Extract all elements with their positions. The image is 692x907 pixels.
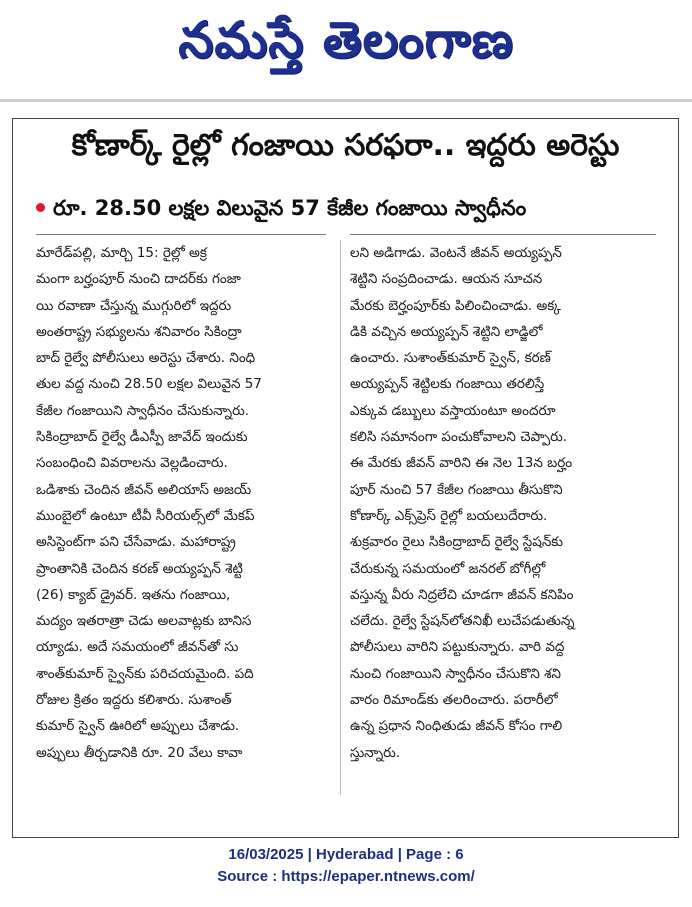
body-line: బాద్ రైల్వే పోలీసులు అరెస్టు చేశారు. నింధి bbox=[36, 350, 256, 367]
subheadline-text: రూ. 28.50 లక్షల విలువైన 57 కేజీల గంజాయి స్వాధీనం bbox=[53, 196, 527, 220]
article-headline: కోణార్క్ రైల్లో గంజాయి సరఫరా.. ఇద్దరు అరెస్టు bbox=[71, 128, 620, 163]
body-line: స్తున్నారు. bbox=[350, 744, 401, 761]
right-column-top-rule bbox=[350, 234, 656, 235]
masthead-divider bbox=[0, 99, 692, 102]
footer-source-link[interactable]: Source : https://epaper.ntnews.com/ bbox=[217, 868, 475, 885]
body-line: చలేదు. రైల్వే స్టేషన్‌లోతనిఖీ లుచేపడుతున్న bbox=[350, 613, 575, 630]
body-line: కోణార్క్ ఎక్స్‌ప్రెస్ రైల్లో బయలుదేరారు. bbox=[350, 507, 548, 524]
body-line: అప్పులు తీర్చడానికి రూ. 20 వేలు కావా bbox=[36, 744, 243, 761]
body-line: నుంచి గంజాయిని స్వాధీనం చేసుకొని శని bbox=[350, 665, 561, 682]
body-line: యి రవాణా చేస్తున్న ముగ్గురిలో ఇద్దరు bbox=[36, 297, 232, 314]
article-subheadline bbox=[36, 192, 666, 224]
body-line: లని అడిగాడు. వెంటనే జీవన్ అయ్యప్పన్ bbox=[350, 245, 562, 261]
footer-date-line: 16/03/2025 | Hyderabad | Page : 6 bbox=[228, 846, 464, 863]
body-line: మేరకు బెర్హంపూర్‌కు పిలించించాడు. అక్క bbox=[350, 297, 561, 314]
body-line: ఎక్కువ డబ్బులు వస్తాయంటూ అందరూ bbox=[350, 402, 556, 419]
body-line: చేరుకున్న సమయంలో జనరల్ బోగీల్లో bbox=[350, 560, 546, 577]
body-line: పోలీసులు వారిని పట్టుకున్నారు. వారి వద్ద bbox=[350, 639, 565, 656]
body-line: కలిసి సమానంగా పంచుకోవాలని చెప్పారు. bbox=[350, 429, 568, 446]
body-line: కేజీల గంజాయిని స్వాధీనం చేసుకున్నారు. bbox=[36, 402, 250, 419]
body-line: వస్తున్న వీరు నిద్రలేచి చూడగా జీవన్ కనిపిం bbox=[350, 586, 574, 603]
body-line: శాంత్‌కుమార్ స్వైన్‌కు పరిచయమైంది. పది bbox=[36, 665, 254, 682]
body-line: మద్యం ఇతరాత్రా చెడు అలవాట్లకు బానిస bbox=[36, 613, 252, 630]
body-line: ఉన్న ప్రధాన నింధితుడు జీవన్ కోసం గాలి bbox=[350, 718, 563, 735]
article-left-column bbox=[36, 240, 336, 766]
body-line: ముంబైలో ఉంటూ టీవీ సీరియల్స్‌లో మేకప్ bbox=[36, 507, 255, 524]
body-line: (26) క్యాబ్ డ్రైవర్. ఇతను గంజాయి, bbox=[36, 586, 231, 603]
body-line: ఉంచారు. సుశాంత్‌కుమార్ స్వైన్, కరణ్ bbox=[350, 350, 551, 367]
body-line: కుమార్ స్వైన్ ఊరిలో అప్పులు చేశాడు. bbox=[36, 718, 240, 735]
body-line: య్యాడు. అదే సమయంలో జీవన్‌తో సు bbox=[36, 639, 239, 656]
column-divider bbox=[340, 240, 341, 795]
body-line: డికి వచ్చిన అయ్యప్పన్ శెట్టిని లాడ్జిలో bbox=[350, 323, 543, 340]
body-line: సికింద్రాబాద్ రైల్వే డీఎస్పీ జావేద్ ఇందుకు bbox=[36, 429, 248, 446]
body-line: వారం రిమాండ్‌కు తలరించారు. పరారీలో bbox=[350, 692, 558, 709]
article-right-column bbox=[350, 240, 650, 766]
body-line: మంగా బర్హంపూర్ నుంచి దాదర్‌కు గంజా bbox=[36, 271, 241, 288]
body-line: ఒడిశాకు చెందిన జీవన్ అలియాస్ అజయ్ bbox=[36, 481, 252, 498]
body-line: ఈ మేరకు జీవన్ వారిని ఈ నెల 13న బర్హం bbox=[350, 455, 573, 472]
body-line: పూర్ నుంచి 57 కేజీల గంజాయి తీసుకొని bbox=[350, 481, 563, 498]
body-line: సంబంధించి వివరాలను వెల్లడించారు. bbox=[36, 455, 228, 472]
body-line: ప్రాంతానికి చెందిన కరణ్ అయ్యప్పన్ శెట్టి bbox=[36, 560, 243, 577]
newspaper-masthead: నమస్తే తెలంగాణ bbox=[178, 10, 514, 69]
body-line: మారేడ్‌పల్లి, మార్చి 15: రైల్లో అక్ర bbox=[36, 245, 207, 261]
body-line: అంతరాష్ట్ర సభ్యులను శనివారం సికింద్రా bbox=[36, 323, 242, 340]
left-column-top-rule bbox=[36, 234, 326, 235]
body-line: అయ్యప్పన్ శెట్టిలకు గంజాయి తరలిస్తే bbox=[350, 376, 545, 393]
body-line: రోజుల క్రితం ఇద్దరు కలిశారు. సుశాంత్ bbox=[36, 692, 232, 709]
body-line: తుల వద్ద నుంచి 28.50 లక్షల విలువైన 57 bbox=[36, 376, 262, 393]
body-line: అసిస్టెంట్‌గా పని చేసేవాడు. మహారాష్ట్ర bbox=[36, 534, 236, 551]
body-line: శుక్రవారం రైలు సికింద్రాబాద్ రైల్వే స్టేషన్‌కు bbox=[350, 534, 564, 551]
body-line: శెట్టిని సంప్రదించాడు. ఆయన సూచన bbox=[350, 271, 543, 288]
red-bullet-icon bbox=[36, 203, 45, 212]
